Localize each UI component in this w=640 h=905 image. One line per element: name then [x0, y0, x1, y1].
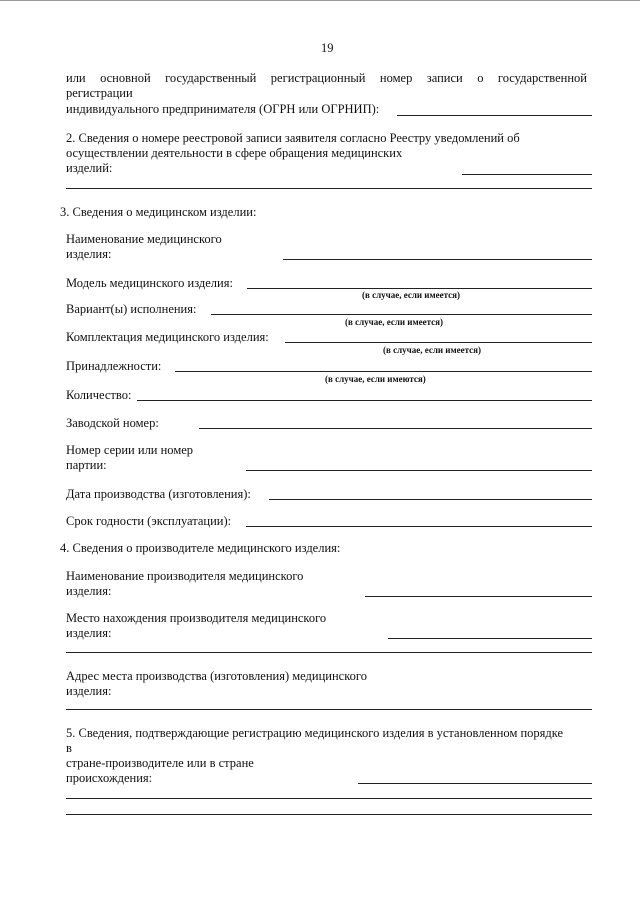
batch-label-line1: Номер серии или номер — [66, 443, 194, 457]
section5-text-line3: стране-производителе или в стране — [66, 756, 254, 770]
registry-number-extra-line[interactable] — [66, 188, 592, 189]
variant-note: (в случае, если имеется) — [345, 317, 444, 327]
batch-field-line[interactable] — [246, 470, 592, 471]
registration-extra-line-2[interactable] — [66, 814, 592, 815]
page-number: 19 — [321, 41, 334, 55]
production-site-field-line[interactable] — [66, 709, 592, 710]
ogrn-field-line[interactable] — [397, 115, 592, 116]
section4-heading: 4. Сведения о производителе медицинского изделия: — [60, 541, 341, 555]
accessories-note: (в случае, если имеются) — [325, 374, 426, 384]
variant-field-line[interactable] — [211, 314, 592, 315]
manufacturer-location-field-line[interactable] — [388, 638, 592, 639]
continuation-text-line2: регистрации — [66, 86, 133, 100]
shelf-life-label: Срок годности (эксплуатации): — [66, 514, 232, 528]
manufacturer-location-label-line2: изделия: — [66, 626, 112, 640]
manufacturer-name-label-line1: Наименование производителя медицинского — [66, 569, 304, 583]
model-field-line[interactable] — [247, 288, 592, 289]
quantity-field-line[interactable] — [137, 400, 592, 401]
section2-text-line2: осуществлении деятельности в сфере обращения медицинских — [66, 146, 403, 160]
manufacturer-name-label-line2: изделия: — [66, 584, 112, 598]
quantity-label: Количество: — [66, 388, 132, 402]
production-date-field-line[interactable] — [269, 499, 592, 500]
registration-extra-line-1[interactable] — [66, 798, 592, 799]
section5-text-line2: в — [66, 741, 72, 755]
kit-note: (в случае, если имеется) — [383, 345, 482, 355]
shelf-life-field-line[interactable] — [246, 526, 592, 527]
accessories-field-line[interactable] — [175, 371, 592, 372]
registry-number-field-line[interactable] — [462, 174, 592, 175]
variant-label: Вариант(ы) исполнения: — [66, 302, 197, 316]
model-label: Модель медицинского изделия: — [66, 276, 233, 290]
production-site-label-line1: Адрес места производства (изготовления) медицинского — [66, 669, 367, 683]
section5-text-line1: 5. Сведения, подтверждающие регистрацию медицинского изделия в установленном порядке — [66, 726, 564, 740]
manufacturer-location-label-line1: Место нахождения производителя медицинского — [66, 611, 327, 625]
section3-heading: 3. Сведения о медицинском изделии: — [60, 205, 257, 219]
production-date-label: Дата производства (изготовления): — [66, 487, 251, 501]
serial-number-field-line[interactable] — [199, 428, 592, 429]
page-top-edge — [0, 0, 640, 1]
kit-label: Комплектация медицинского изделия: — [66, 330, 269, 344]
continuation-text-line3: индивидуального предпринимателя (ОГРН или ОГРНИП): — [66, 102, 380, 116]
accessories-label: Принадлежности: — [66, 359, 162, 373]
manufacturer-name-field-line[interactable] — [365, 596, 592, 597]
continuation-text-line1: или основной государственный регистрационный номер записи о государственной — [66, 71, 587, 85]
section2-text-line1: 2. Сведения о номере реестровой записи заявителя согласно Реестру уведомлений об — [66, 131, 520, 145]
serial-number-label: Заводской номер: — [66, 416, 159, 430]
device-name-label-line1: Наименование медицинского — [66, 232, 222, 246]
device-name-label-line2: изделия: — [66, 247, 112, 261]
section5-text-line4: происхождения: — [66, 771, 153, 785]
batch-label-line2: партии: — [66, 458, 107, 472]
model-note: (в случае, если имеется) — [362, 290, 461, 300]
manufacturer-location-extra-line[interactable] — [66, 652, 592, 653]
kit-field-line[interactable] — [285, 342, 592, 343]
section2-text-line3: изделий: — [66, 161, 113, 175]
production-site-label-line2: изделия: — [66, 684, 112, 698]
device-name-field-line[interactable] — [283, 259, 592, 260]
registration-field-line[interactable] — [358, 783, 592, 784]
